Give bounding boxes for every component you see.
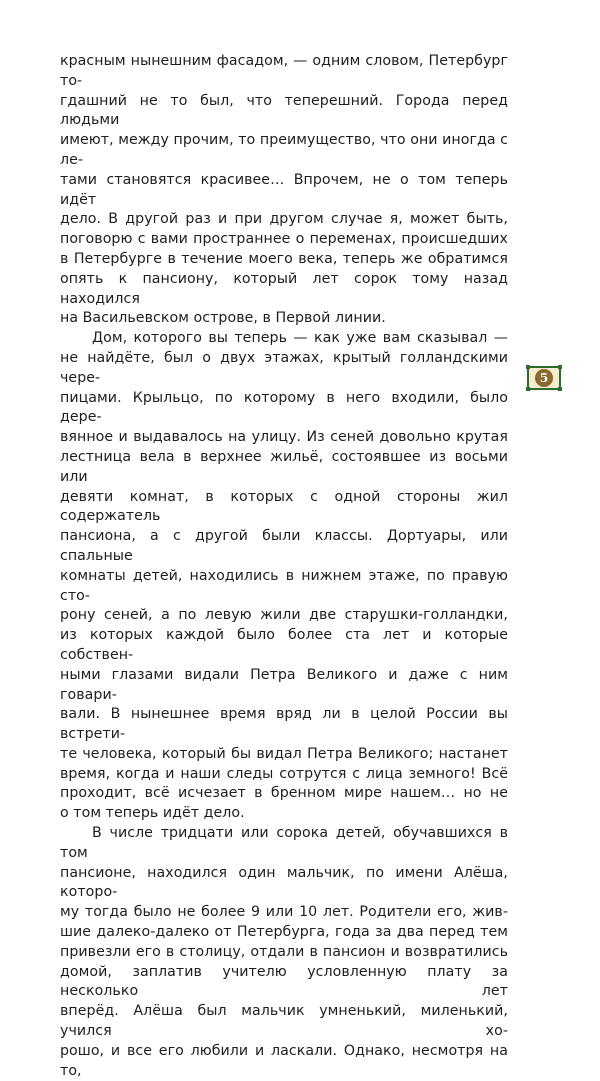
text-line: о том теперь идёт дело. [60,805,245,822]
text-line: тами становятся красивее… Впрочем, не о том теперь идёт [60,171,508,208]
body-text [60,52,508,1081]
text-line: те человека, который бы видал Петра Великого; настанет [60,745,508,762]
text-line: на Васильевском острове, в Первой линии. [60,310,386,327]
text-line: опять к пансиону, который лет сорок тому назад находился [60,270,508,307]
page-number: 5 [535,369,553,387]
text-line: комнаты детей, находились в нижнем этаже, по правую сто- [60,567,508,604]
badge-corner-ornament [526,365,530,369]
text-line: имеют, между прочим, то преимущество, что они иногда с ле- [60,132,508,168]
text-line: в Петербурге в течение моего века, теперь же обратимся [60,250,508,267]
text-line: пансионе, находился один мальчик, по имени Алёша, которо- [60,864,508,901]
text-line: из которых каждой было более ста лет и которые собствен- [60,627,508,663]
text-line: В числе тридцати или сорока детей, обучавшихся в том [60,825,508,861]
text-line: рошо, и все его любили и ласкали. Однако, несмотря на то, [60,1042,508,1079]
badge-corner-ornament [558,387,562,391]
badge-corner-ornament [558,365,562,369]
page-number-badge [527,366,561,390]
text-line: гдашний не то был, что теперешний. Города перед людьми [60,92,508,129]
text-line: му тогда было не более 9 или 10 лет. Родители его, жив- [60,904,508,921]
text-line: красным нынешним фасадом, — одним словом, Петербург то- [60,53,508,89]
text-line: пансиона, а с другой были классы. Дортуары, или спальные [60,528,508,564]
text-line: шие далеко-далеко от Петербурга, года за два перед тем [60,924,508,941]
text-line: дело. В другой раз и при другом случае я, может быть, [60,211,508,228]
text-line: девяти комнат, в которых с одной стороны жил содержатель [60,488,508,525]
text-line: лестница вела в верхнее жильё, состоявшее из восьми или [60,448,508,485]
text-line: вперёд. Алёша был мальчик умненький, миленький, учился хо- [60,1003,508,1040]
text-line: вянное и выдавалось на улицу. Из сеней довольно крутая [60,429,508,446]
text-line: время, когда и наши следы сотрутся с лица земного! Всё [60,765,508,782]
text-line: вали. В нынешнее время вряд ли в целой России вы встрети- [60,706,508,743]
text-line: домой, заплатив учителю условленную плату за несколько лет [60,963,508,1000]
text-line: привезли его в столицу, отдали в пансион и возвратились [60,943,508,960]
text-line: пицами. Крыльцо, по которому в него входили, было дере- [60,389,508,426]
text-line: Дом, которого вы теперь — как уже вам сказывал — [92,330,508,347]
text-line: проходит, всё исчезает в бренном мире нашем… но не [60,785,508,802]
text-line: поговорю с вами пространнее о переменах, происшедших [60,231,508,248]
badge-corner-ornament [526,387,530,391]
text-line: рону сеней, а по левую жили две старушки-голландки, [60,607,508,624]
text-line: ными глазами видали Петра Великого и даже с ним говари- [60,666,508,703]
text-line: не найдёте, был о двух этажах, крытый голландскими чере- [60,349,508,386]
